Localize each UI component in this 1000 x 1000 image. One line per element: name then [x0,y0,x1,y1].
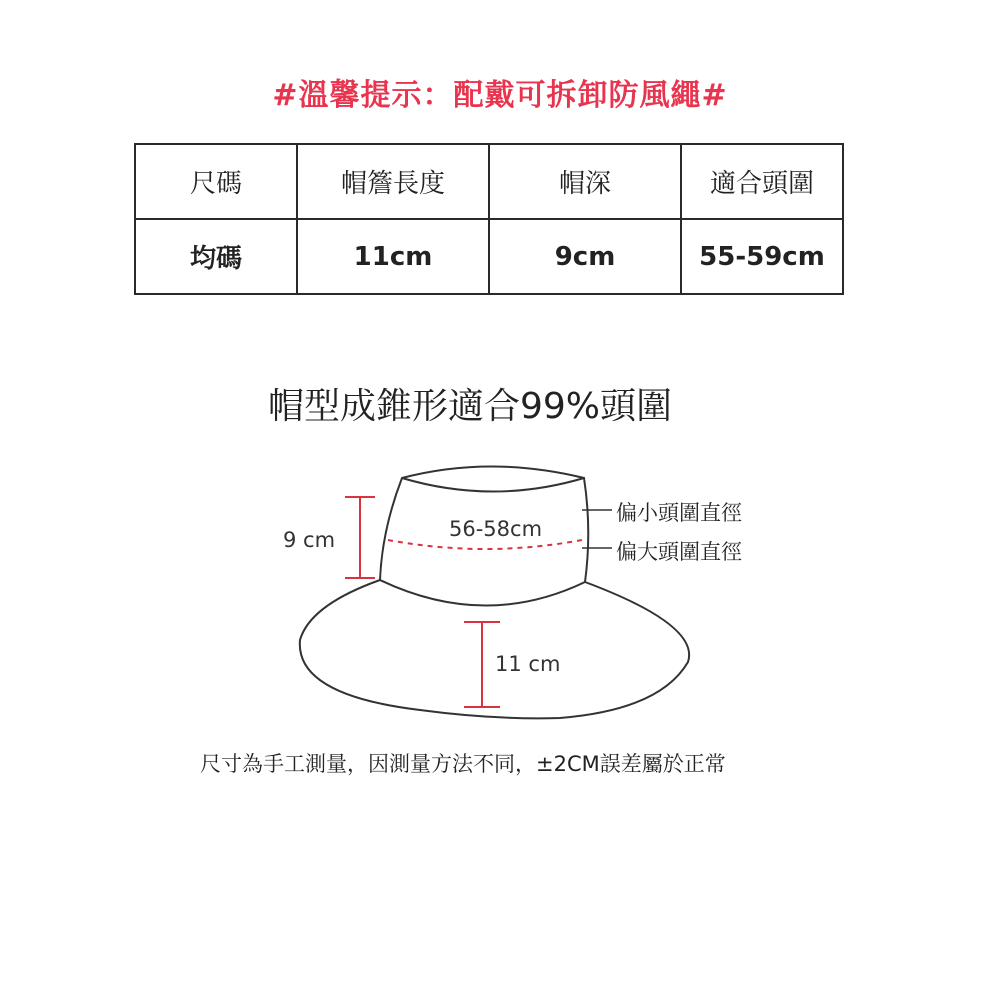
value-head-circumference: 55-59cm [681,219,843,294]
value-size: 均碼 [135,219,297,294]
measurement-disclaimer: 尺寸為手工測量，因測量方法不同，±2CM誤差屬於正常 [200,752,726,776]
cone-shape-title: 帽型成錐形適合99%頭圍 [267,386,673,427]
header-brim-length: 帽簷長度 [297,144,489,219]
depth-measure-line [345,497,375,578]
circumference-label: 56-58cm [449,517,543,541]
header-head-circumference: 適合頭圍 [681,144,843,219]
header-size: 尺碼 [135,144,297,219]
value-brim-length: 11cm [297,219,489,294]
header-hat-depth: 帽深 [489,144,681,219]
brim-length-label: 11 cm [495,652,561,676]
hat-crown-rim [402,478,584,492]
large-head-diameter-label: 偏大頭圍直徑 [616,540,742,564]
notice-banner: #溫馨提示：配戴可拆卸防風繩# [272,78,728,113]
small-head-diameter-label: 偏小頭圍直徑 [616,501,742,525]
depth-label: 9 cm [283,528,336,552]
value-hat-depth: 9cm [489,219,681,294]
circumference-dashed-line [388,540,582,549]
hat-brim-outline [300,580,689,718]
